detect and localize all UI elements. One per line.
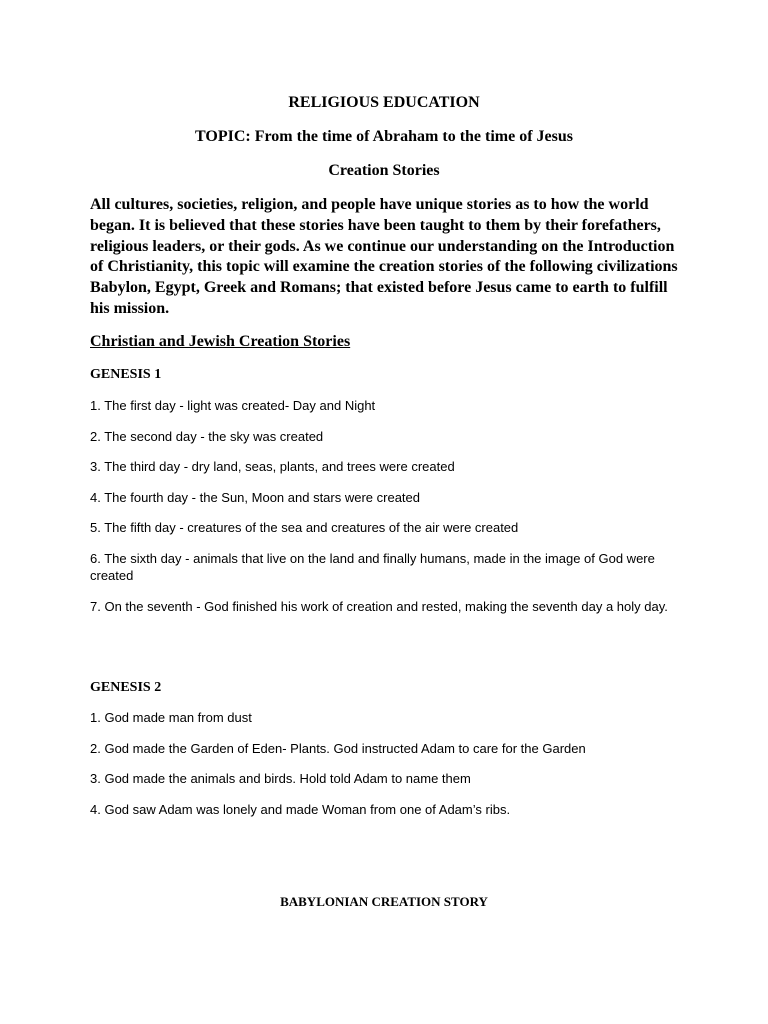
document-title: RELIGIOUS EDUCATION [288, 94, 480, 111]
genesis-1-list [90, 397, 690, 628]
genesis-2-label: GENESIS 2 [90, 680, 162, 695]
list-item: 2. God made the Garden of Eden- Plants. God instructed Adam to care for the Garden [90, 740, 586, 756]
topic-heading: TOPIC: From the time of Abraham to the time of Jesus [194, 128, 574, 145]
section-heading: Christian and Jewish Creation Stories [90, 333, 351, 350]
intro-paragraph: All cultures, societies, religion, and people have unique stories as to how the world began. It is believed that these stories have been taught to them by their forefathers, religious leaders, or their gods. As we continue our understanding on the Introduction of Christianity, this topic will examine the creation stories of the following civilizations Babylon, Egypt, Greek and Romans; that existed before Jesus came to earth to fulfill his mission. [90, 196, 678, 317]
genesis-1-label: GENESIS 1 [90, 367, 162, 382]
list-item: 6. The sixth day - animals that live on the land and finally humans, made in the image of God were created [90, 550, 655, 583]
list-item: 1. The first day - light was created- Day and Night [90, 398, 376, 413]
list-item: 4. The fourth day - the Sun, Moon and stars were created [90, 489, 421, 505]
list-item: 4. God saw Adam was lonely and made Woman from one of Adam’s ribs. [90, 801, 511, 817]
subtitle-heading: Creation Stories [328, 162, 440, 179]
list-item: 7. On the seventh - God finished his work of creation and rested, making the seventh day a holy day. [90, 598, 668, 614]
list-item: 2. The second day - the sky was created [90, 428, 324, 444]
list-item: 3. God made the animals and birds. Hold told Adam to name them [90, 771, 471, 786]
babylonian-heading: BABYLONIAN CREATION STORY [280, 894, 488, 909]
list-item: 5. The fifth day - creatures of the sea and creatures of the air were created [90, 520, 519, 535]
genesis-2-list [90, 709, 690, 831]
list-item: 1. God made man from dust [90, 710, 252, 725]
list-item: 3. The third day - dry land, seas, plants, and trees were created [90, 459, 455, 474]
